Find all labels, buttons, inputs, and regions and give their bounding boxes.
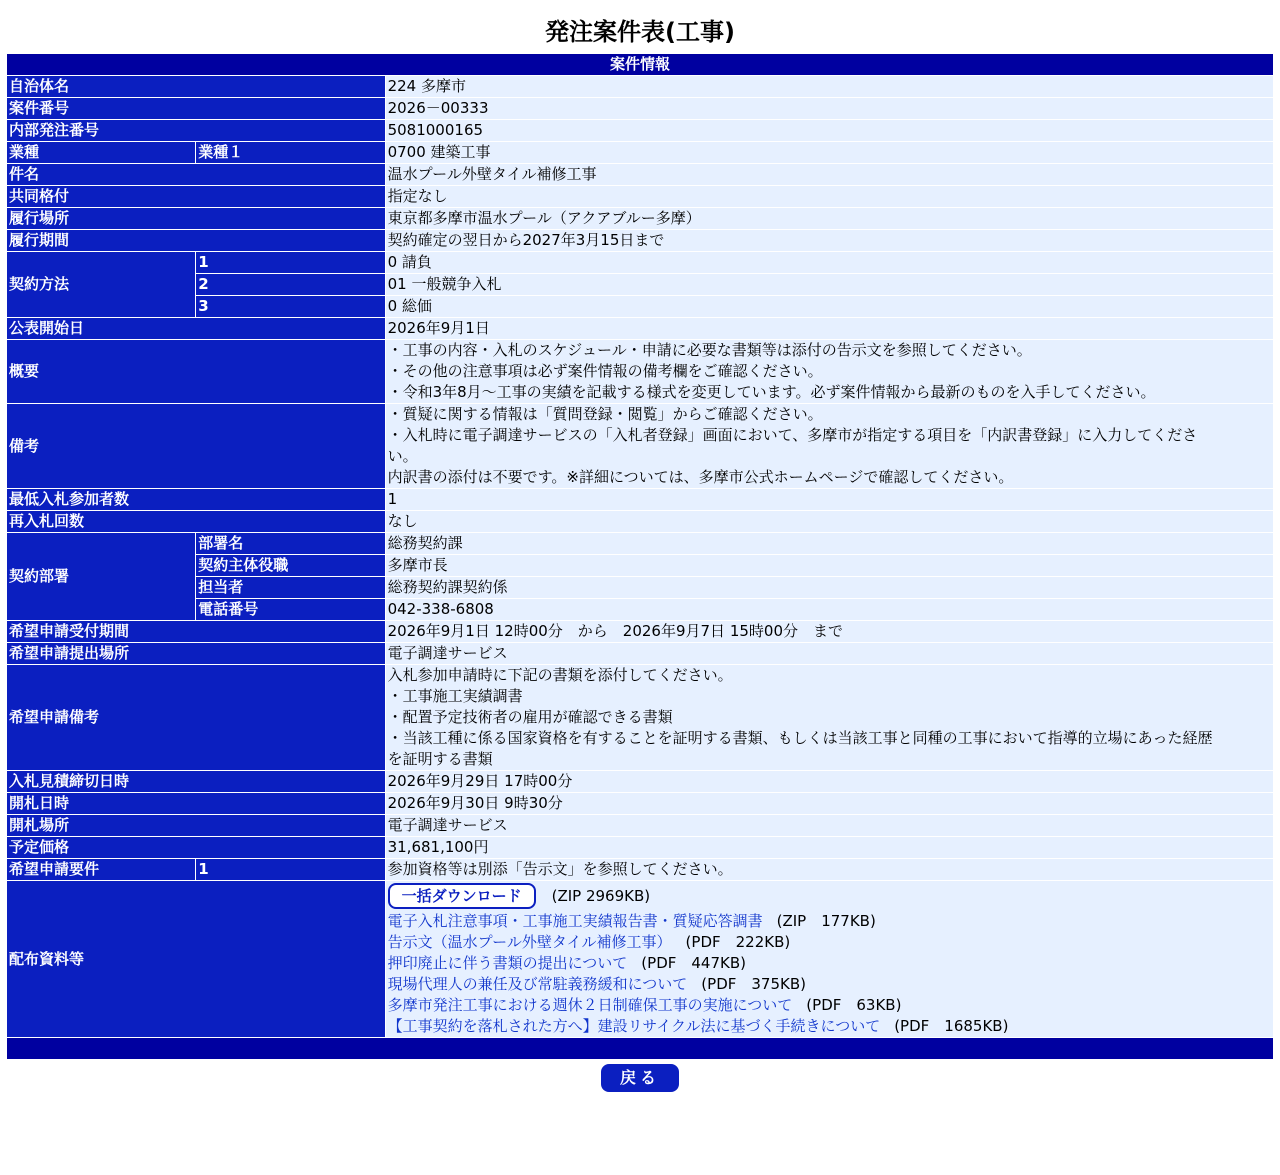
row-saitei: [7, 489, 1273, 510]
label-kenmei: 件名: [7, 164, 385, 185]
biko-line: ・入札時に電子調達サービスの「入札者登録」画面において、多摩市が指定する項目を「内訳書登録」に入力してくださ: [387, 426, 1198, 444]
label-kaisatsu-nichiji: 開札日時: [7, 793, 385, 814]
sublabel-denwa: 電話番号: [196, 599, 384, 620]
row-uketsuke: [7, 621, 1273, 642]
label-kibo-biko: 希望申請備考: [7, 665, 385, 770]
label-teishutsu: 希望申請提出場所: [7, 643, 385, 664]
label-naibu-no: 内部発注番号: [7, 120, 385, 141]
value-kohyo: 2026年9月1日: [386, 318, 1273, 339]
value-keiyaku-hoho-2: 01 一般競争入札: [386, 274, 1273, 295]
kibo-biko-line: ・配置予定技術者の雇用が確認できる書類: [387, 708, 673, 726]
label-keiyaku-busho: 契約部署: [7, 533, 195, 620]
row-kohyo: [7, 318, 1273, 339]
kibo-biko-line: を証明する書類: [387, 750, 493, 768]
value-busho-mei: 総務契約課: [386, 533, 1273, 554]
bulk-download-button[interactable]: 一括ダウンロード: [388, 883, 536, 909]
label-basho: 履行場所: [7, 208, 385, 229]
value-keiyaku-hoho-3: 0 総価: [386, 296, 1273, 317]
doc-item: [388, 995, 1271, 1016]
value-gyoshu: 0700 建築工事: [386, 142, 1273, 163]
row-teishutsu: [7, 643, 1273, 664]
doc-link-oin-haishi[interactable]: 押印廃止に伴う書類の提出について: [387, 954, 628, 972]
biko-line: ・質疑に関する情報は「質問登録・閲覧」からご確認ください。: [387, 405, 823, 423]
row-jichitai: [7, 76, 1273, 97]
doc-size: (PDF 375KB): [701, 975, 806, 993]
value-kyodo: 指定なし: [386, 186, 1273, 207]
bulk-download-size: (ZIP 2969KB): [551, 887, 651, 905]
value-kibo-biko: [386, 665, 1273, 770]
section-header: 案件情報: [7, 54, 1273, 75]
value-uketsuke: 2026年9月1日 12時00分 から 2026年9月7日 15時00分 まで: [386, 621, 1273, 642]
sublabel-keiyaku-hoho-2: 2: [196, 274, 384, 295]
value-gaiyo: [386, 340, 1273, 403]
label-anken-no: 案件番号: [7, 98, 385, 119]
gaiyo-line: ・その他の注意事項は必ず案件情報の備考欄をご確認ください。: [387, 362, 823, 380]
value-kaisatsu-nichiji: 2026年9月30日 9時30分: [386, 793, 1273, 814]
row-keiyaku-busho-3: [7, 577, 1273, 598]
value-kaisatsu-basho: 電子調達サービス: [386, 815, 1273, 836]
value-tantosha: 総務契約課契約係: [386, 577, 1273, 598]
value-yotei: 31,681,100円: [386, 837, 1273, 858]
back-button-area: [0, 1064, 1280, 1092]
row-anken-no: [7, 98, 1273, 119]
row-naibu-no: [7, 120, 1273, 141]
label-haifu: 配布資料等: [7, 881, 385, 1037]
value-kenmei: 温水プール外壁タイル補修工事: [386, 164, 1273, 185]
label-kikan: 履行期間: [7, 230, 385, 251]
sublabel-keiyaku-shutai: 契約主体役職: [196, 555, 384, 576]
label-jichitai: 自治体名: [7, 76, 385, 97]
doc-item: [388, 1016, 1271, 1037]
gaiyo-line: ・工事の内容・入札のスケジュール・申請に必要な書類等は添付の告示文を参照してください。: [387, 341, 1032, 359]
doc-link-genba-dairinin[interactable]: 現場代理人の兼任及び常駐義務緩和について: [387, 975, 688, 993]
row-kyodo: [7, 186, 1273, 207]
label-saitei: 最低入札参加者数: [7, 489, 385, 510]
value-shimekiri: 2026年9月29日 17時00分: [386, 771, 1273, 792]
row-kenmei: [7, 164, 1273, 185]
value-teishutsu: 電子調達サービス: [386, 643, 1273, 664]
doc-size: (PDF 63KB): [806, 996, 902, 1014]
value-denwa: 042-338-6808: [386, 599, 1273, 620]
doc-item: [388, 953, 1271, 974]
doc-size: (PDF 447KB): [641, 954, 746, 972]
row-keiyaku-busho-1: [7, 533, 1273, 554]
value-keiyaku-hoho-1: 0 請負: [386, 252, 1273, 273]
label-gyoshu: 業種: [7, 142, 195, 163]
value-basho: 東京都多摩市温水プール（アクアブルー多摩）: [386, 208, 1273, 229]
value-biko: [386, 404, 1273, 488]
label-uketsuke: 希望申請受付期間: [7, 621, 385, 642]
row-kikan: [7, 230, 1273, 251]
value-keiyaku-shutai: 多摩市長: [386, 555, 1273, 576]
doc-size: (ZIP 177KB): [776, 912, 876, 930]
bulk-download-line: [388, 881, 1271, 911]
sublabel-tantosha: 担当者: [196, 577, 384, 598]
row-yotei: [7, 837, 1273, 858]
kibo-biko-line: 入札参加申請時に下記の書類を添付してください。: [387, 666, 733, 684]
biko-line: 内訳書の添付は不要です。※詳細については、多摩市公式ホームページで確認してください。: [387, 468, 1014, 486]
kibo-biko-line: ・工事施工実績調書: [387, 687, 523, 705]
back-button[interactable]: 戻る: [601, 1064, 679, 1092]
value-sainyusatsu: なし: [386, 511, 1273, 532]
row-keiyaku-hoho-1: [7, 252, 1273, 273]
doc-item: [388, 974, 1271, 995]
label-biko: 備考: [7, 404, 385, 488]
row-gyoshu: [7, 142, 1273, 163]
doc-size: (PDF 1685KB): [894, 1017, 1009, 1035]
row-keiyaku-busho-4: [7, 599, 1273, 620]
sublabel-keiyaku-hoho-3: 3: [196, 296, 384, 317]
label-kaisatsu-basho: 開札場所: [7, 815, 385, 836]
case-info-table: [6, 53, 1274, 1060]
row-sainyusatsu: [7, 511, 1273, 532]
row-keiyaku-hoho-3: [7, 296, 1273, 317]
label-shimekiri: 入札見積締切日時: [7, 771, 385, 792]
doc-link-kokujibun[interactable]: 告示文（温水プール外壁タイル補修工事）: [387, 933, 672, 951]
label-yoken: 希望申請要件: [7, 859, 195, 880]
row-keiyaku-busho-2: [7, 555, 1273, 576]
value-jichitai: 224 多摩市: [386, 76, 1273, 97]
sublabel-keiyaku-hoho-1: 1: [196, 252, 384, 273]
row-haifu: [7, 881, 1273, 1037]
biko-line: い。: [387, 447, 418, 465]
sublabel-yoken: 1: [196, 859, 384, 880]
label-gaiyo: 概要: [7, 340, 385, 403]
value-yoken: 参加資格等は別添「告示文」を参照してください。: [386, 859, 1273, 880]
doc-link-shukyu[interactable]: 多摩市発注工事における週休２日制確保工事の実施について: [387, 996, 793, 1014]
doc-link-chuijiko[interactable]: 電子入札注意事項・工事施工実績報告書・質疑応答調書: [387, 912, 763, 930]
value-kikan: 契約確定の翌日から2027年3月15日まで: [386, 230, 1273, 251]
row-keiyaku-hoho-2: [7, 274, 1273, 295]
row-biko: [7, 404, 1273, 488]
row-kaisatsu-basho: [7, 815, 1273, 836]
row-basho: [7, 208, 1273, 229]
value-haifu: [386, 881, 1273, 1037]
label-keiyaku-hoho: 契約方法: [7, 252, 195, 317]
value-naibu-no: 5081000165: [386, 120, 1273, 141]
row-kibo-biko: [7, 665, 1273, 770]
footer-bar: [7, 1038, 1273, 1059]
row-yoken: [7, 859, 1273, 880]
label-kyodo: 共同格付: [7, 186, 385, 207]
doc-item: [388, 911, 1271, 932]
row-shimekiri: [7, 771, 1273, 792]
row-gaiyo: [7, 340, 1273, 403]
kibo-biko-line: ・当該工種に係る国家資格を有することを証明する書類、もしくは当該工事と同種の工事において指導的立場にあった経歴: [387, 729, 1213, 747]
label-sainyusatsu: 再入札回数: [7, 511, 385, 532]
label-kohyo: 公表開始日: [7, 318, 385, 339]
value-anken-no: 2026－00333: [386, 98, 1273, 119]
sublabel-busho-mei: 部署名: [196, 533, 384, 554]
doc-item: [388, 932, 1271, 953]
sublabel-gyoshu: 業種１: [196, 142, 384, 163]
doc-link-recycle[interactable]: 【工事契約を落札された方へ】建設リサイクル法に基づく手続きについて: [387, 1017, 881, 1035]
value-saitei: 1: [386, 489, 1273, 510]
gaiyo-line: ・令和3年8月～工事の実績を記載する様式を変更しています。必ず案件情報から最新のものを入手してください。: [387, 383, 1156, 401]
row-kaisatsu-nichiji: [7, 793, 1273, 814]
page-title: 発注案件表(工事): [545, 18, 735, 46]
doc-size: (PDF 222KB): [685, 933, 791, 951]
label-yotei: 予定価格: [7, 837, 385, 858]
